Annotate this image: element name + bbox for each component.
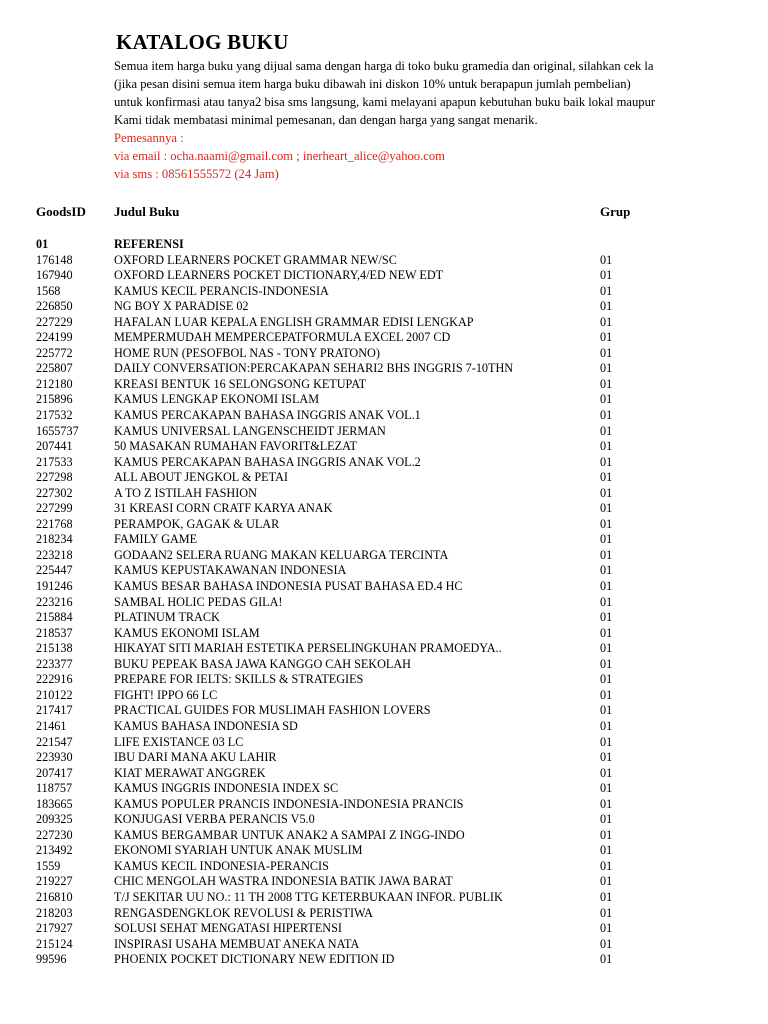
goods-id-cell: 217533 (36, 454, 73, 469)
header-judul-buku: Judul Buku (114, 204, 180, 219)
grup-cell: 01 (600, 718, 613, 733)
goods-id-cell: 209325 (36, 812, 73, 827)
grup-cell: 01 (600, 734, 613, 749)
grup-cell: 01 (600, 532, 613, 547)
book-title-cell: PERAMPOK, GAGAK & ULAR (114, 516, 280, 531)
grup-cell: 01 (600, 345, 613, 360)
grup-cell: 01 (600, 656, 613, 671)
grup-cell: 01 (600, 796, 613, 811)
grup-cell: 01 (600, 594, 613, 609)
grup-cell: 01 (600, 874, 613, 889)
table-row (36, 843, 736, 859)
table-row (36, 766, 736, 782)
table-row (36, 719, 736, 735)
goods-id-cell: 219227 (36, 874, 73, 889)
grup-cell: 01 (600, 625, 613, 640)
book-title-cell: KAMUS BESAR BAHASA INDONESIA PUSAT BAHASA ED.4 HC (114, 579, 463, 594)
table-row (36, 392, 736, 408)
goods-id-cell: 215896 (36, 392, 73, 407)
goods-id-cell: 227302 (36, 485, 73, 500)
grup-cell: 01 (600, 299, 613, 314)
book-title-cell: SOLUSI SEHAT MENGATASI HIPERTENSI (114, 921, 342, 936)
table-row (36, 408, 736, 424)
table-row (36, 906, 736, 922)
table-row (36, 315, 736, 331)
grup-cell: 01 (600, 268, 613, 283)
table-row (36, 563, 736, 579)
grup-cell: 01 (600, 314, 613, 329)
table-row (36, 330, 736, 346)
goods-id-cell: 227298 (36, 470, 73, 485)
book-title-cell: FAMILY GAME (114, 532, 198, 547)
book-title-cell: KAMUS BERGAMBAR UNTUK ANAK2 A SAMPAI Z INGG-INDO (114, 827, 465, 842)
table-row (36, 812, 736, 828)
goods-id-cell: 21461 (36, 718, 67, 733)
book-title-cell: KAMUS PERCAKAPAN BAHASA INGGRIS ANAK VOL.2 (114, 454, 421, 469)
grup-cell: 01 (600, 470, 613, 485)
book-title-cell: NG BOY X PARADISE 02 (114, 299, 249, 314)
book-title-cell: PHOENIX POCKET DICTIONARY NEW EDITION ID (114, 952, 395, 967)
goods-id-cell: 227229 (36, 314, 73, 329)
table-row (36, 657, 736, 673)
grup-cell: 01 (600, 252, 613, 267)
table-row (36, 361, 736, 377)
book-title-cell: LIFE EXISTANCE 03 LC (114, 734, 244, 749)
goods-id-cell: 222916 (36, 672, 73, 687)
grup-cell: 01 (600, 750, 613, 765)
table-row (36, 470, 736, 486)
grup-cell: 01 (600, 812, 613, 827)
book-title-cell: HAFALAN LUAR KEPALA ENGLISH GRAMMAR EDISI LENGKAP (114, 314, 474, 329)
goods-id-cell: 221768 (36, 516, 73, 531)
book-title-cell: CHIC MENGOLAH WASTRA INDONESIA BATIK JAWA BARAT (114, 874, 453, 889)
goods-id-cell: 118757 (36, 781, 73, 796)
book-title-cell: KAMUS INGGRIS INDONESIA INDEX SC (114, 781, 339, 796)
book-title-cell: HIKAYAT SITI MARIAH ESTETIKA PERSELINGKUHAN PRAMOEDYA.. (114, 641, 502, 656)
book-title-cell: KAMUS KECIL PERANCIS-INDONESIA (114, 283, 329, 298)
grup-cell: 01 (600, 765, 613, 780)
table-row (36, 672, 736, 688)
goods-id-cell: 1559 (36, 858, 61, 873)
book-title-cell: GODAAN2 SELERA RUANG MAKAN KELUARGA TERCINTA (114, 547, 449, 562)
table-row (36, 641, 736, 657)
grup-cell: 01 (600, 936, 613, 951)
goods-id-cell: 217417 (36, 703, 73, 718)
group-row (36, 237, 736, 253)
table-row (36, 455, 736, 471)
table-row (36, 937, 736, 953)
book-title-cell: KONJUGASI VERBA PERANCIS V5.0 (114, 812, 315, 827)
goods-id-cell: 1655737 (36, 423, 79, 438)
book-title-cell: MEMPERMUDAH MEMPERCEPATFORMULA EXCEL 2007 CD (114, 330, 451, 345)
goods-id-cell: 212180 (36, 376, 73, 391)
table-row (36, 579, 736, 595)
grup-cell: 01 (600, 563, 613, 578)
book-title-cell: INSPIRASI USAHA MEMBUAT ANEKA NATA (114, 936, 360, 951)
goods-id-cell: 191246 (36, 579, 73, 594)
book-title-cell: KAMUS BAHASA INDONESIA SD (114, 718, 298, 733)
grup-cell: 01 (600, 392, 613, 407)
goods-id-cell: 176148 (36, 252, 73, 267)
intro-line: (jika pesan disini semua item harga buku dibawah ini diskon 10% untuk berapapun jumlah pembelian) (114, 77, 631, 91)
table-row (36, 781, 736, 797)
table-row (36, 890, 736, 906)
table-header (36, 204, 736, 222)
goods-id-cell: 225447 (36, 563, 73, 578)
book-title-cell: KAMUS LENGKAP EKONOMI ISLAM (114, 392, 320, 407)
intro-line: untuk konfirmasi atau tanya2 bisa sms langsung, kami melayani apapun kebutuhan buku baik lokal maupur (114, 95, 656, 109)
goods-id-cell: 217927 (36, 921, 73, 936)
goods-id-cell: 218203 (36, 905, 73, 920)
table-row (36, 874, 736, 890)
grup-cell: 01 (600, 781, 613, 796)
goods-id-cell: 215884 (36, 610, 73, 625)
grup-cell: 01 (600, 330, 613, 345)
book-table (36, 237, 736, 968)
table-row (36, 377, 736, 393)
book-title-cell: KIAT MERAWAT ANGGREK (114, 765, 266, 780)
goods-id-cell: 215138 (36, 641, 73, 656)
table-row (36, 595, 736, 611)
grup-cell: 01 (600, 641, 613, 656)
order-email: via email : ocha.naami@gmail.com ; inerheart_alice@yahoo.com (114, 149, 445, 163)
grup-cell: 01 (600, 423, 613, 438)
header-goods-id: GoodsID (36, 204, 86, 219)
grup-cell: 01 (600, 889, 613, 904)
goods-id-cell: 1568 (36, 283, 61, 298)
book-title-cell: PLATINUM TRACK (114, 610, 220, 625)
table-row (36, 626, 736, 642)
table-row (36, 921, 736, 937)
table-row (36, 284, 736, 300)
grup-cell: 01 (600, 905, 613, 920)
grup-cell: 01 (600, 408, 613, 423)
table-row (36, 703, 736, 719)
book-title-cell: T/J SEKITAR UU NO.: 11 TH 2008 TTG KETERBUKAAN INFOR. PUBLIK (114, 889, 503, 904)
book-title-cell: KAMUS KECIL INDONESIA-PERANCIS (114, 858, 329, 873)
table-row (36, 346, 736, 362)
goods-id-cell: 223377 (36, 656, 73, 671)
goods-id-cell: 210122 (36, 687, 73, 702)
grup-cell: 01 (600, 439, 613, 454)
goods-id-cell: 221547 (36, 734, 73, 749)
intro-line: Semua item harga buku yang dijual sama dengan harga di toko buku gramedia dan original, silahkan cek la (114, 59, 654, 73)
book-title-cell: IBU DARI MANA AKU LAHIR (114, 750, 277, 765)
grup-cell: 01 (600, 547, 613, 562)
book-title-cell: ALL ABOUT JENGKOL & PETAI (114, 470, 288, 485)
table-row (36, 501, 736, 517)
group-title: REFERENSI (114, 237, 184, 251)
book-title-cell: A TO Z ISTILAH FASHION (114, 485, 257, 500)
book-title-cell: PREPARE FOR IELTS: SKILLS & STRATEGIES (114, 672, 364, 687)
goods-id-cell: 167940 (36, 268, 73, 283)
book-title-cell: SAMBAL HOLIC PEDAS GILA! (114, 594, 283, 609)
grup-cell: 01 (600, 858, 613, 873)
goods-id-cell: 99596 (36, 952, 67, 967)
grup-cell: 01 (600, 516, 613, 531)
order-heading: Pemesannya : (114, 131, 184, 145)
grup-cell: 01 (600, 579, 613, 594)
goods-id-cell: 223930 (36, 750, 73, 765)
book-title-cell: KAMUS KEPUSTAKAWANAN INDONESIA (114, 563, 347, 578)
book-title-cell: DAILY CONVERSATION:PERCAKAPAN SEHARI2 BHS INGGRIS 7-10THN (114, 361, 514, 376)
book-title-cell: KAMUS POPULER PRANCIS INDONESIA-INDONESIA PRANCIS (114, 796, 464, 811)
book-title-cell: PRACTICAL GUIDES FOR MUSLIMAH FASHION LOVERS (114, 703, 431, 718)
book-title-cell: HOME RUN (PESOFBOL NAS - TONY PRATONO) (114, 345, 380, 360)
header-grup: Grup (600, 204, 631, 219)
goods-id-cell: 217532 (36, 408, 73, 423)
goods-id-cell: 223218 (36, 547, 73, 562)
goods-id-cell: 183665 (36, 796, 73, 811)
table-row (36, 253, 736, 269)
book-title-cell: KAMUS EKONOMI ISLAM (114, 625, 260, 640)
book-title-cell: FIGHT! IPPO 66 LC (114, 687, 218, 702)
table-row (36, 439, 736, 455)
table-row (36, 688, 736, 704)
grup-cell: 01 (600, 361, 613, 376)
table-row (36, 299, 736, 315)
goods-id-cell: 227299 (36, 501, 73, 516)
order-sms: via sms : 08561555572 (24 Jam) (114, 167, 279, 181)
grup-cell: 01 (600, 703, 613, 718)
goods-id-cell: 216810 (36, 889, 73, 904)
table-row (36, 828, 736, 844)
goods-id-cell: 226850 (36, 299, 73, 314)
group-id: 01 (36, 237, 49, 251)
goods-id-cell: 207417 (36, 765, 73, 780)
page-title: KATALOG BUKU (116, 30, 289, 54)
table-row (36, 610, 736, 626)
book-title-cell: KAMUS PERCAKAPAN BAHASA INGGRIS ANAK VOL.1 (114, 408, 421, 423)
table-row (36, 486, 736, 502)
grup-cell: 01 (600, 376, 613, 391)
goods-id-cell: 225772 (36, 345, 73, 360)
book-title-cell: KAMUS UNIVERSAL LANGENSCHEIDT JERMAN (114, 423, 386, 438)
goods-id-cell: 207441 (36, 439, 73, 454)
grup-cell: 01 (600, 610, 613, 625)
table-row (36, 735, 736, 751)
table-row (36, 268, 736, 284)
book-title-cell: OXFORD LEARNERS POCKET GRAMMAR NEW/SC (114, 252, 397, 267)
table-row (36, 424, 736, 440)
goods-id-cell: 223216 (36, 594, 73, 609)
table-row (36, 548, 736, 564)
book-title-cell: RENGASDENGKLOK REVOLUSI & PERISTIWA (114, 905, 373, 920)
goods-id-cell: 225807 (36, 361, 73, 376)
grup-cell: 01 (600, 921, 613, 936)
table-row (36, 859, 736, 875)
table-row (36, 952, 736, 968)
book-title-cell: EKONOMI SYARIAH UNTUK ANAK MUSLIM (114, 843, 363, 858)
grup-cell: 01 (600, 672, 613, 687)
intro-line: Kami tidak membatasi minimal pemesanan, dan dengan harga yang sangat menarik. (114, 113, 538, 127)
book-title-cell: OXFORD LEARNERS POCKET DICTIONARY,4/ED NEW EDT (114, 268, 444, 283)
goods-id-cell: 213492 (36, 843, 73, 858)
goods-id-cell: 218537 (36, 625, 73, 640)
goods-id-cell: 224199 (36, 330, 73, 345)
book-title-cell: KREASI BENTUK 16 SELONGSONG KETUPAT (114, 376, 367, 391)
grup-cell: 01 (600, 843, 613, 858)
grup-cell: 01 (600, 687, 613, 702)
table-row (36, 532, 736, 548)
table-row (36, 797, 736, 813)
goods-id-cell: 227230 (36, 827, 73, 842)
grup-cell: 01 (600, 485, 613, 500)
table-row (36, 750, 736, 766)
goods-id-cell: 218234 (36, 532, 73, 547)
grup-cell: 01 (600, 454, 613, 469)
book-title-cell: 50 MASAKAN RUMAHAN FAVORIT&LEZAT (114, 439, 357, 454)
goods-id-cell: 215124 (36, 936, 73, 951)
book-title-cell: 31 KREASI CORN CRATF KARYA ANAK (114, 501, 333, 516)
table-row (36, 517, 736, 533)
grup-cell: 01 (600, 827, 613, 842)
grup-cell: 01 (600, 501, 613, 516)
grup-cell: 01 (600, 283, 613, 298)
intro-section (114, 57, 680, 183)
book-title-cell: BUKU PEPEAK BASA JAWA KANGGO CAH SEKOLAH (114, 656, 411, 671)
grup-cell: 01 (600, 952, 613, 967)
